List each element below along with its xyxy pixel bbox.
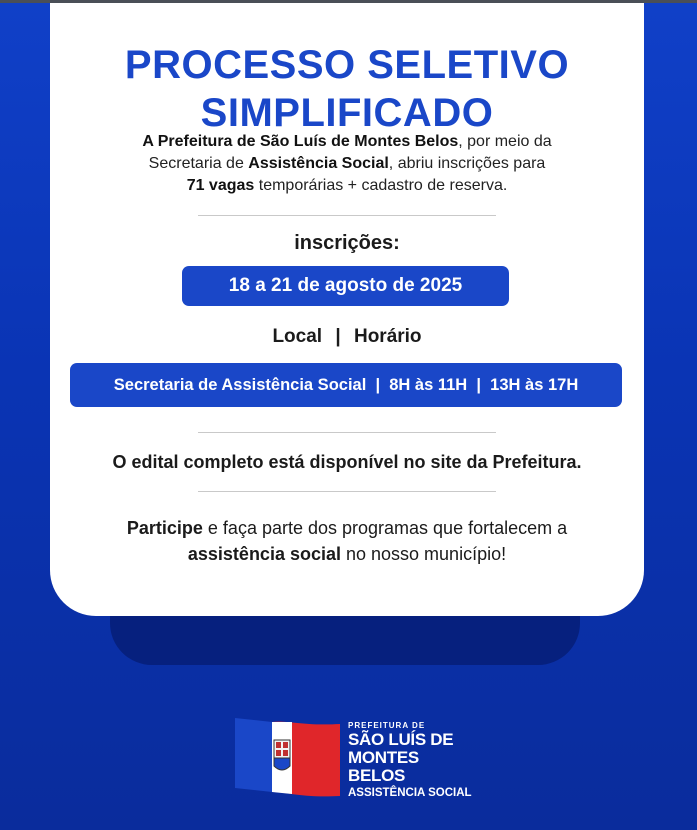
closing-text bbox=[70, 515, 624, 567]
announcement-card bbox=[50, 3, 644, 616]
intro-p2-pre: Secretaria de bbox=[148, 155, 249, 172]
local-label: Local bbox=[272, 326, 323, 347]
intro-p1-rest: , por meio da bbox=[458, 133, 552, 150]
intro-prefeitura: A Prefeitura de São Luís de Montes Belos bbox=[142, 133, 459, 150]
intro-p2-rest: , abriu inscrições para bbox=[388, 155, 546, 172]
intro-text bbox=[90, 131, 604, 197]
closing-rest-2: no nosso município! bbox=[341, 544, 507, 564]
divider-3 bbox=[198, 491, 496, 492]
label-separator: | bbox=[335, 326, 341, 347]
logo-text bbox=[348, 720, 472, 801]
page-title bbox=[50, 41, 644, 137]
prefeitura-logo bbox=[232, 716, 472, 800]
edital-notice: O edital completo está disponível no site da Prefeitura. bbox=[112, 452, 582, 472]
closing-rest-1: e faça parte dos programas que fortalecem a bbox=[202, 518, 568, 538]
closing-participe: Participe bbox=[126, 518, 203, 538]
location-schedule-badge: Secretaria de Assistência Social | 8H às 11H | 13H às 17H bbox=[70, 363, 622, 407]
logo-line-2: SÃO LUÍS DE bbox=[348, 730, 454, 749]
intro-secretaria: Assistência Social bbox=[248, 155, 389, 172]
local-horario-label bbox=[50, 326, 644, 348]
intro-vagas: 71 vagas bbox=[186, 177, 255, 194]
horario-label: Horário bbox=[353, 326, 422, 347]
logo-line-1: PREFEITURA DE bbox=[348, 721, 426, 730]
intro-p3-rest: temporárias + cadastro de reserva. bbox=[254, 177, 508, 194]
logo-line-4: ASSISTÊNCIA SOCIAL bbox=[348, 787, 472, 799]
inscricoes-label: inscrições: bbox=[294, 232, 400, 254]
dates-badge: 18 a 21 de agosto de 2025 bbox=[182, 266, 509, 306]
divider-2 bbox=[198, 432, 496, 433]
logo-line-3: MONTES BELOS bbox=[348, 748, 419, 785]
closing-assistencia: assistência social bbox=[187, 544, 341, 564]
title-line-2: SIMPLIFICADO bbox=[200, 91, 494, 135]
flag-emblem-icon bbox=[232, 716, 342, 800]
title-line-1: PROCESSO SELETIVO bbox=[124, 43, 570, 87]
divider-1 bbox=[198, 215, 496, 216]
